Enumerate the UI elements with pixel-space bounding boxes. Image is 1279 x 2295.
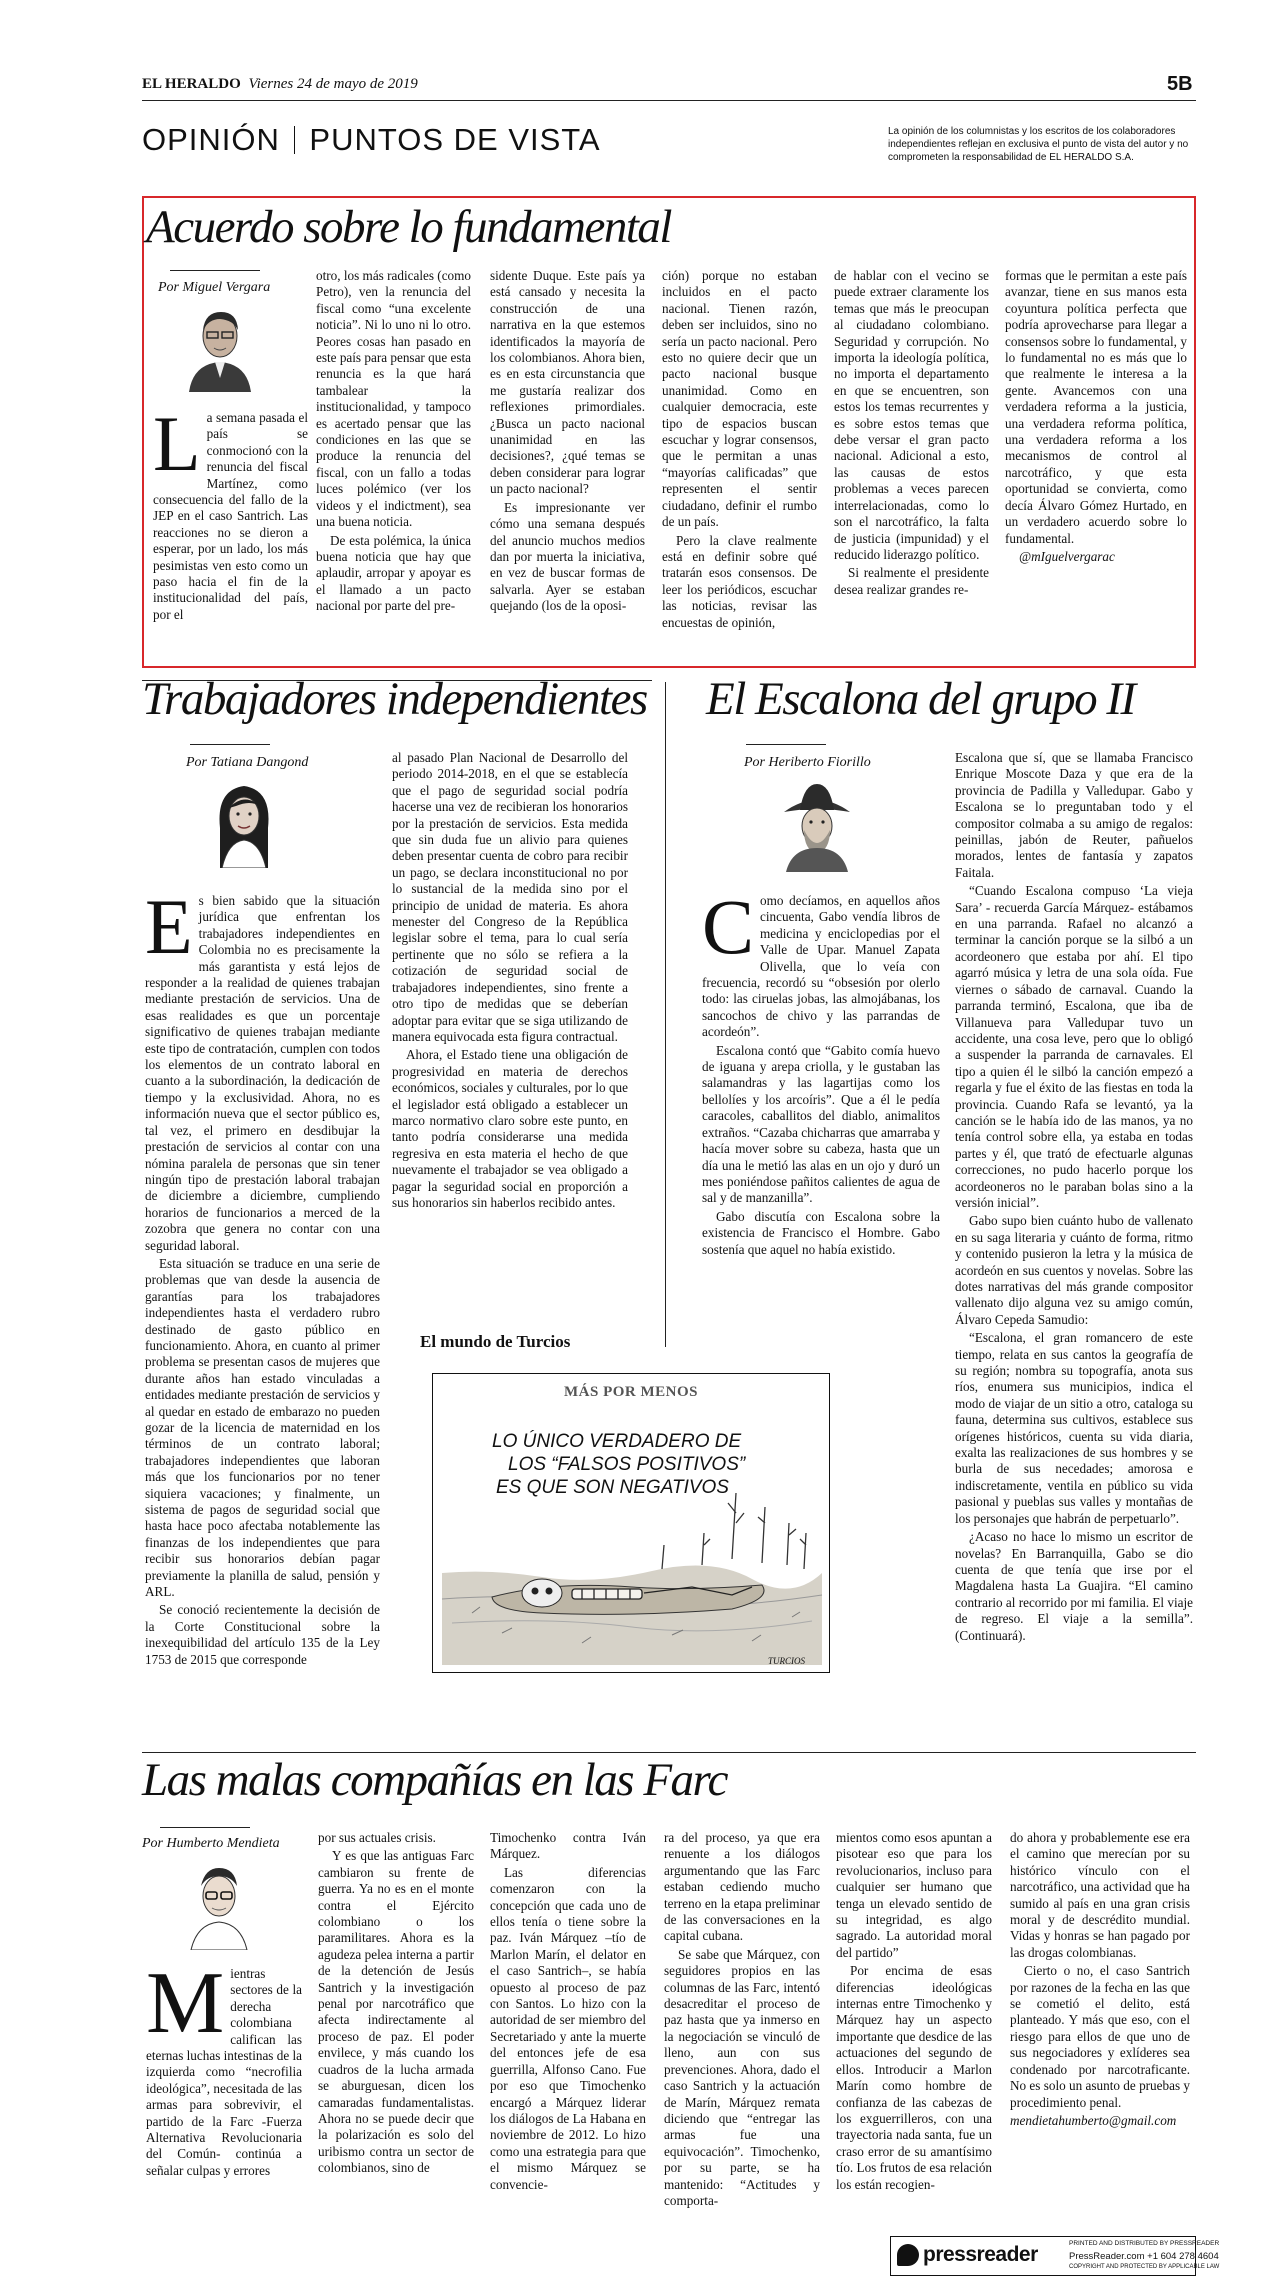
article1-byline-rule — [170, 270, 260, 271]
paragraph: Cierto o no, el caso Santrich por razones de la fecha en las que se cometió el delito, está planteado. Y más que eso, con el riesgo para ellos de que uno de sus negociadores y exlíderes sea condenado por narcotraficante. No es solo un asunto de pruebas y procedimiento penal. — [1010, 1963, 1190, 2110]
article4-byline: Por Humberto Mendieta — [142, 1836, 280, 1851]
article4-col4 — [664, 1830, 820, 2211]
paragraph: sidente Duque. Este país ya está cansado y necesita la construcción de una narrativa en la que estemos identificados la mayoría de los colombianos. Ahora bien, es en esta circunstancia que me gustaría realizar dos reflexiones primordiales. ¿Busca un pacto nacional unanimidad en las decisiones?, ¿qué temas se deben considerar para lograr un pacto nacional? — [490, 268, 645, 497]
paragraph: formas que le permitan a este país avanzar, tiene en sus manos esta coyuntura política perfecta que podría aprovecharse para llegar a consensos sobre lo fundamental, y lo fundamental no es más que lo que realmente le interesa a la gente. Avancemos con una verdadera reforma a la justicia, una verdadera reforma política, una verdadera reforma a los mecanismos de control al narcotráfico, y que esta oportunidad se convierta, como decía Álvaro Gómez Hurtado, en un verdadero acuerdo sobre lo fundamental. — [1005, 268, 1187, 546]
subsection-label: PUNTOS DE VISTA — [309, 122, 601, 157]
article4-col5 — [836, 1830, 992, 2195]
paragraph: otro, los más radicales (como Petro), ven la renuncia del fiscal como “una excelente noticia”. Ni lo uno ni lo otro. Peores cosas han pasado en este país para pensar que esta renuncia es la que hará tambalear la institucionalidad, y tampoco es acertado pensar que las condiciones en las que se produce la renuncia del fiscal, con un fallo a todas luces polémico (ver los videos y el indictment), sea una buena noticia. — [316, 268, 471, 530]
cartoon-title: MÁS POR MENOS — [564, 1384, 698, 1400]
header-rule — [142, 100, 1196, 101]
article4-text: ientras sectores de la derecha colombiana califican las eternas luchas intestinas de la izquierda como “necrofilia ideológica”, necesitada de las armas para sobrevivir, el partido de la Farc -Fuerza Alternativa Revolucionaria del Común- continúa a señalar culpas y errores — [146, 1966, 302, 2178]
paragraph: Se conoció recientemente la decisión de la Corte Constitucional sobre la inexequibilidad del artículo 135 de la Ley 1753 de 2015 que corresponde — [145, 1602, 380, 1667]
article2-text: s bien sabido que la situación jurídica que enfrentan los trabajadores independientes en Colombia no es precisamente la más garantista y está lejos de responder a la realidad de quienes trabajan mediante prestación de servicios. Una de esas realidades es que un porcentaje significativo de quienes trabajan mediante este tipo de contratación, cumplen con todos los elementos de un contrato laboral en cuanto a la subordinación, la dedicación de tiempo y la exclusividad. Ahora, no es información nueva que el sector público es, tal vez, el primero en desdibujar la prestación de servicios al contar con una nómina paralela de personas que sin tener ningún tipo de prestación laboral trabajan de diciembre a diciembre, cumpliendo horarios de funcionarios a merced de la zozobra que genera no contar con una seguridad laboral. — [145, 893, 380, 1253]
dropcap: E — [145, 883, 193, 970]
paragraph: Es impresionante ver cómo una semana después del anuncio muchos medios dan por muerta la iniciativa, en vez de buscar formas de salvarla. Ayer se estaban quejando (los de la oposi- — [490, 499, 645, 614]
author-portrait — [185, 302, 255, 392]
section-title — [142, 122, 601, 158]
paragraph: ra del proceso, ya que era renuente a los diálogos argumentando que las Farc estaban cediendo mucho terreno en la etapa preliminar de las conversaciones en la capital cubana. — [664, 1830, 820, 1944]
author-email: mendietahumberto@gmail.com — [1010, 2112, 1177, 2128]
paragraph: ción) porque no estaban incluidos en el pacto nacional. Tienen razón, deben ser incluidos, sino no sería un pacto nacional. Pero esto no quiere decir que un pacto nacional busque unanimidad. Como en cualquier democracia, este tipo de espacios buscan escuchar y lograr consensos, que le permitan a unas “mayorías calificadas” que representen el sentir ciudadano, definir el rumbo de un país. — [662, 268, 817, 530]
paragraph: Si realmente el presidente desea realizar grandes re- — [834, 565, 989, 597]
author-portrait — [210, 778, 278, 868]
article2-byline-rule — [190, 744, 270, 745]
pressreader-logo-icon — [897, 2244, 919, 2266]
article1-col4 — [662, 268, 817, 633]
paragraph: Escalona que sí, que se llamaba Francisco Enrique Moscote Daza y que era de la provincia de Padilla y Valledupar. Gabo y Escalona se lo preguntaban todo y el compositor colmaba a su amigo de regalos: peinillas, jabón de Reuter, pañuelos morados, lentes de fantasía y zapatos Faitala. — [955, 750, 1193, 880]
pressreader-brand: pressreader — [923, 2243, 1038, 2266]
paragraph — [702, 883, 940, 1041]
cartoonist-signature: TURCIOS — [768, 1656, 806, 1666]
article2-byline: Por Tatiana Dangond — [186, 755, 309, 770]
paragraph: Escalona contó que “Gabito comía huevo de iguana y arepa criolla, y le gustaban las salamandras y las lagartijas como los bellolíes y los arcoíris”. Que a él le pedía caracoles, caballitos del diablo, animalitos extraños. “Cazaba chicharras que amarraba y hacía mover sobre su cabeza, hasta que un día una le metió las alas en un ojo y duró un mes poniéndose pañitos calientes de agua de sal y de manzanilla”. — [702, 1042, 940, 1206]
article2-col2 — [392, 750, 628, 1213]
paragraph: Timochenko contra Iván Márquez. — [490, 1830, 646, 1862]
column-divider — [665, 682, 666, 1347]
article4-col3 — [490, 1830, 646, 2195]
paragraph: al pasado Plan Nacional de Desarrollo del periodo 2014-2018, en el que se establecía que el pago de seguridad social podría hacerse una vez de recibieran los honorarios por la prestación de servicios. Esta medida que sin duda fue un alivio para quienes deben presentar cuenta de cobro para recibir un pago, se declara inconstitucional no por lo sustancial de la medida sino por el principio de unidad de materia. Es ahora menester del Congreso de la República legislar sobre el tema, para lo cual sería pertinente que no sólo se refiera a la cotización de seguridad social de trabajadores independientes, sino frente a otro tipo de medidas que se deberían adoptar para evitar que se siga utilizando de manera equivocada esta figura contractual. — [392, 750, 628, 1044]
paragraph: Esta situación se traduce en una serie de problemas que van desde la ausencia de garantías para los trabajadores independientes hasta el verdadero rubro destinado de gasto público en funcionamiento. Ahora, en cuanto al primer problema se presentan casos de mujeres que durante años han estado vinculadas a entidades mediante prestación de servicios y al quedar en estado de embarazo no pueden gozar de la licencia de maternidad en los términos de un contrato laboral; trabajadores independientes que laboran más que los funcionarios por no tener siquiera vacaciones; y finalmente, un sistema de pagos de seguridad social que hasta hace poco afectaba notablemente las finanzas de los independientes que para recibir sus honorarios debían pagar previamente la planilla de salud, pensión y ARL. — [145, 1255, 380, 1600]
paragraph: “Escalona, el gran romancero de este tiempo, relata en sus cantos la geografía de su región; nombra su topografía, anota sus ríos, enumera sus municipios, indica el modo de viajar de un sitio a otro, cataloga su fauna, determina sus cultivos, establece sus orígenes históricos, cuenta su vida diaria, exalta las realizaciones de sus hombres y se burla de sus necedades; amorosa e indiscretamente, ventila en público su vida pasional y pueblas sus valles y montañas de los personajes que habrán de perpetuarlo”. — [955, 1330, 1193, 1526]
paragraph: Y es que las antiguas Farc cambiaron su frente de guerra. Ya no es en el monte contra el Ejército colombiano o los paramilitares. Ahora es la agudeza pelea interna a partir de la detención de Jesús Santrich y la investigación penal por narcotráfico que afecta indirectamente al proceso de paz. El poder envilece, y más cuando los cuadros de la lucha armada se aburguesan, dicen los camaradas fundamentalistas. Ahora no se puede decir que la polarización es solo del uribismo contra un sector de colombianos, sino de — [318, 1848, 474, 2176]
paragraph: ¿Acaso no hace lo mismo un escritor de novelas? En Barranquilla, Gabo se dio cuenta de que tenía que irse por el Magdalena hasta La Guajira. “El camino contrario al recorrido por mi familia. El viaje de regreso. El viaje a la semilla”. (Continuará). — [955, 1529, 1194, 1643]
masthead — [142, 76, 418, 93]
caption-line-2: LOS “FALSOS POSITIVOS” — [508, 1454, 746, 1475]
article4-col6 — [1010, 1830, 1190, 2131]
article3-byline: Por Heriberto Fiorillo — [744, 755, 871, 770]
cartoon-section-title: El mundo de Turcios — [420, 1332, 571, 1351]
paragraph: Ahora, el Estado tiene una obligación de progresividad en materia de derechos económicos, sociales y culturales, por lo que el legislador está obligado a establecer un marco normativo claro sobre este punto, en tanto podría considerarse una medida regresiva en esta materia el hecho de que nuevamente el trabajador se vea obligado a pagar la seguridad social en proporción a sus honorarios sin haberlos recibido antes. — [392, 1047, 628, 1210]
article2-title: Trabajadores independientes — [142, 673, 647, 725]
paragraph: “Cuando Escalona compuso ‘La vieja Sara’ - recuerda García Márquez- estábamos en una parranda. Rafael no alcanzó a terminar la canción porque se la silbó a un acordeonero que estaba por ahí. El tipo agarró música y letra de una sola oída. Fue viernes o sábado de carnaval. Cuando la parranda terminó, Escalona, que iba de Villanueva para Valledupar tuvo un accidente, una cosa leve, pero que lo obligó a suspender la parranda de carnavales. El tipo a quien él le silbó la canción empezó a regarla y fue el éxito de las fiestas en toda la provincia. Cuando Rafa se levantó, ya la canción se le había ido de las manos, ya no tenía control sobre ella, ya estaba en todas partes y él, que trató de efectuarle algunas correcciones, no pudo hacerlo porque los acordeoneros no le paraban bolas sino a la versión inicial”. — [955, 883, 1193, 1210]
article3-byline-rule — [746, 744, 826, 745]
article1-col3 — [490, 268, 645, 617]
paragraph: Gabo discutía con Escalona sobre la existencia de Francisco el Hombre. Gabo sostenía que aquel no había existido. — [702, 1208, 940, 1257]
article1-col5 — [834, 268, 989, 600]
pressreader-line3: COPYRIGHT AND PROTECTED BY APPLICABLE LAW — [1069, 2264, 1220, 2270]
paragraph: mientos como esos apuntan a pisotear eso que para los revolucionarios, incluso para cualquier ser humano que tenga un elevado sentido de su integridad, es algo sagrado. La autoridad moral del partido” — [836, 1830, 992, 1960]
article1-text: a semana pasada el país se conmocionó con la renuncia del fiscal Martínez, como consecuencia del fallo de la JEP en el caso Santrich. Las reacciones no se dieron a esperar, por un lado, los más pesimistas ven esto como un paso hacia el fin de la institucionalidad del país, por el — [153, 410, 308, 622]
article3-text: omo decíamos, en aquellos años cincuenta, Gabo vendía libros de medicina y enciclopedias por el Valle de Upar. Manuel Zapata Olivella, que lo veía con frecuencia, recordó su “obsesión por olerlo todo: las ciruelas jobas, las almojábanas, los sancochos de chivo y las parrandas de acordeón”. — [702, 893, 940, 1040]
article1-col1 — [153, 400, 308, 623]
paragraph: Por encima de esas diferencias ideológicas internas entre Timochenko y Márquez hay un aspecto importante que desdice de las actuaciones del segundo de ellos. Introducir a Marlon Marín como hombre de confianza de las cabezas de los exguerrilleros, con una trayectoria nada santa, fue un craso error de su amantísimo tío. Los frutos de esa relación los están recogien- — [836, 1963, 993, 2192]
paragraph: por sus actuales crisis. — [318, 1830, 436, 1845]
article2-col1 — [145, 883, 380, 1670]
paragraph: Las diferencias comenzaron con la concepción que cada uno de ellos tenía o tiene sobre la paz. Iván Márquez –tío de Marlon Marín, el delator en el caso Santrich–, se había opuesto al proceso de paz con Santos. Lo hizo con la autoridad de ser miembro del Secretariado y ante la muerte del entonces jefe de esa guerrilla, Alfonso Cano. Fue por eso que Timochenko encargó a Márquez liderar los diálogos de La Habana en noviembre de 2012. Lo hizo como una estrategia para que el mismo Márquez se convencie- — [490, 1864, 646, 2192]
paragraph: Pero la clave realmente está en definir sobre qué tratarán esos consensos. De leer los periódicos, escuchar las noticias, revisar las encuestas de opinión, — [662, 532, 817, 630]
section-divider — [294, 126, 296, 154]
issue-date: Viernes 24 de mayo de 2019 — [248, 76, 418, 92]
cartoon-caption — [492, 1430, 745, 1499]
paragraph — [145, 883, 380, 1254]
article3-col1 — [702, 883, 940, 1260]
author-portrait — [778, 778, 856, 872]
editorial-cartoon — [432, 1373, 830, 1673]
author-handle: @mIguelvergarac — [1019, 548, 1115, 564]
article1-title: Acuerdo sobre lo fundamental — [146, 201, 671, 253]
paragraph: De esta polémica, la única buena noticia que hay que aplaudir, arropar y apoyar es el llamado a un pacto nacional por parte del pre- — [316, 532, 471, 614]
caption-line-3: ES QUE SON NEGATIVOS — [496, 1477, 729, 1498]
paragraph: Gabo supo bien cuánto hubo de vallenato en su saga literaria y cuánto de forma, ritmo y contenido pusieron la letra y la música de acordeón en sus cuentos y novelas. Sobre las dotes narrativas del más grande compositor vallenato dijo alguna vez su amigo común, Álvaro Cepeda Samudio: — [955, 1213, 1193, 1327]
paragraph: Se sabe que Márquez, con seguidores propios en las columnas de las Farc, intentó desacreditar el proceso de paz hasta que ya inmerso en la negociación se vinculó de lleno, aun con sus prevenciones. Ahora, dado el caso Santrich y la actuación de Marín, Márquez remata diciendo que “entregar las armas fue una equivocación”. Timochenko, por su parte, se ha mantenido: “Actitudes y comporta- — [664, 1946, 820, 2208]
article3-col2 — [955, 750, 1193, 1646]
pressreader-badge — [890, 2236, 1220, 2276]
article1-col2 — [316, 268, 471, 617]
paragraph: do ahora y probablemente ese era el camino que merecían por su histórico vínculo con el narcotráfico, una actividad que ha sumido al país en una gran crisis moral y de descrédito mundial. Vidas y honras se han pagado por las drogas colombianas. — [1010, 1830, 1190, 1960]
article1-byline: Por Miguel Vergara — [158, 280, 271, 295]
section-label: OPINIÓN — [142, 122, 280, 157]
paragraph: de hablar con el vecino se puede extraer claramente los temas que más le preocupan al ciudadano colombiano. Seguridad y corrupción. No importa la ideología política, no importa el departamento en que se encuentren, son estos los temas recurrentes y es sobre estos temas que debe versar el gran pacto nacional. Adicional a esto, las causas de estos problemas a veces parecen interrelacionadas, como lo son el narcotráfico, la falta de justicia (impunidad) y el reducido liderazgo político. — [834, 268, 989, 562]
article4-title: Las malas compañías en las Farc — [142, 1754, 727, 1806]
article4-col2 — [318, 1830, 474, 2179]
article3-title: El Escalona del grupo II — [706, 673, 1135, 725]
disclaimer: La opinión de los columnistas y los escritos de los colaboradores independientes reflejan en exclusiva el punto de vista del autor y no comprometen la responsabilidad de EL HERALDO S.A. — [888, 126, 1189, 163]
dropcap: M — [146, 1955, 225, 2052]
page-number: 5B — [1167, 73, 1193, 95]
dropcap: C — [702, 883, 755, 970]
article4-byline-rule — [160, 1827, 250, 1828]
dropcap: L — [153, 400, 201, 487]
pressreader-line1: PRINTED AND DISTRIBUTED BY PRESSREADER — [1069, 2240, 1220, 2247]
article1-col6 — [1005, 268, 1187, 567]
author-portrait — [185, 1860, 253, 1950]
caption-line-1: LO ÚNICO VERDADERO DE — [492, 1431, 742, 1452]
paper-name: EL HERALDO — [142, 76, 241, 92]
pressreader-line2: PressReader.com +1 604 278 4604 — [1069, 2251, 1219, 2262]
article4-col1 — [146, 1955, 302, 2179]
